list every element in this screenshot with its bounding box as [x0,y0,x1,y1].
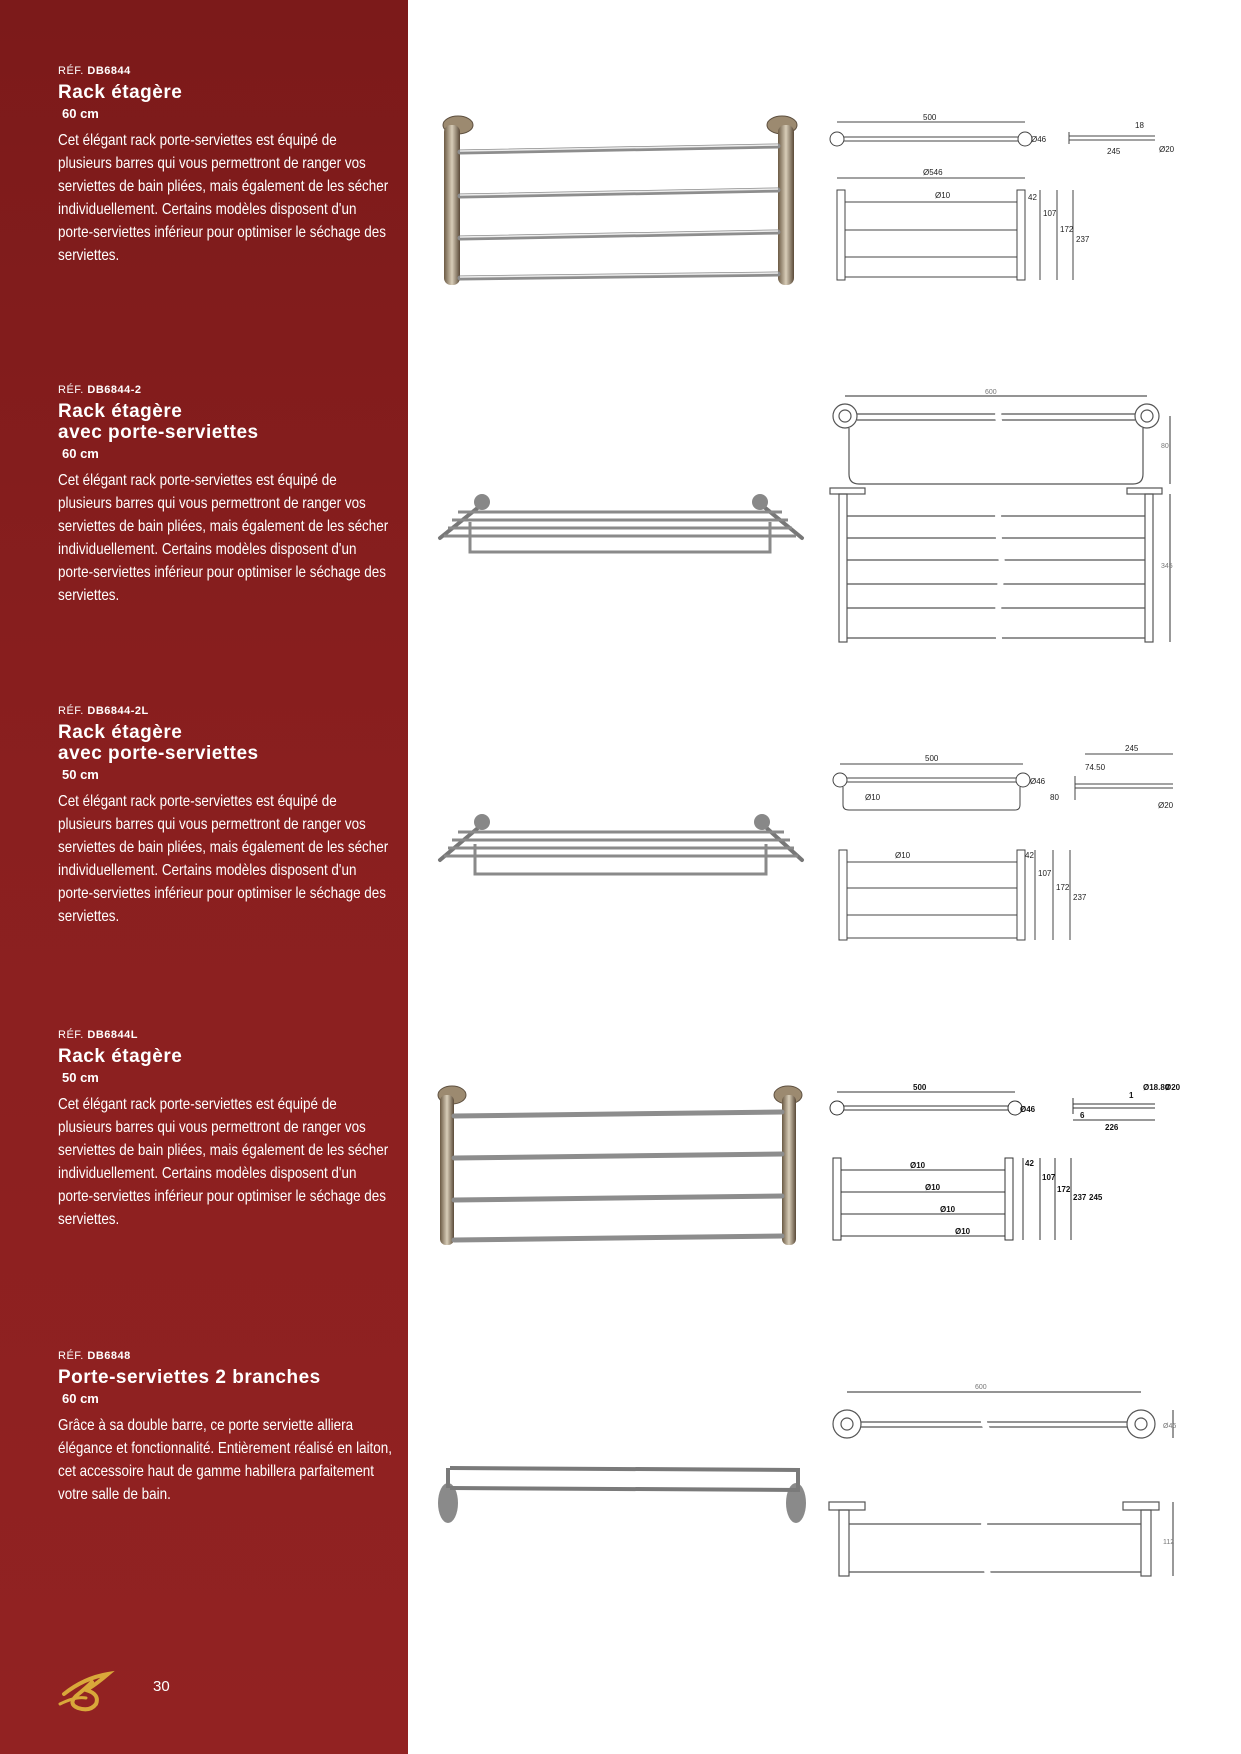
svg-text:Ø10: Ø10 [940,1205,956,1214]
svg-text:245: 245 [1089,1193,1103,1202]
product-description: Cet élégant rack porte-serviettes est équipé de plusieurs barres qui vous permettront de ranger vos serviettes de bain pliées, mais également de les sécher individuellement. Certains modèles disposent d'un porte-serviettes inférieur pour optimiser le séchage des serviettes. [58,793,389,925]
svg-text:172: 172 [1060,225,1074,234]
svg-text:Ø10: Ø10 [955,1227,971,1236]
svg-text:Ø46: Ø46 [1031,135,1047,144]
svg-text:Ø10: Ø10 [910,1161,926,1170]
brand-logo-icon [56,1664,116,1714]
svg-text:Ø10: Ø10 [925,1183,941,1192]
svg-text:107: 107 [1043,209,1057,218]
svg-text:237: 237 [1076,235,1090,244]
product-description: Grâce à sa double barre, ce porte serviette alliera élégance et fonctionnalité. Entièrement réalisé en laiton, cet accessoire haut de gamme habillera parfaitement votre salle de bain. [58,1417,392,1503]
svg-text:Ø46: Ø46 [1163,1423,1177,1430]
svg-text:74.50: 74.50 [1085,763,1106,772]
svg-text:Ø46: Ø46 [1020,1105,1036,1114]
product-title: Rack étagère [58,1046,183,1067]
product-title: Rack étagère [58,82,183,103]
tech-drawing-db6844 [825,112,1175,292]
svg-text:Ø46: Ø46 [1030,777,1046,786]
svg-text:226: 226 [1105,1123,1119,1132]
product-size: 60 cm [62,106,99,121]
product-ref: RÉF. DB6844 [58,65,131,77]
product-db6844 [58,64,398,267]
svg-text:42: 42 [1025,1159,1034,1168]
page-number: 30 [153,1678,170,1695]
svg-text:Ø18.80: Ø18.80 [1143,1083,1170,1092]
product-db6848 [58,1349,398,1506]
product-size: 60 cm [62,446,99,461]
svg-text:18: 18 [1135,121,1144,130]
product-description: Cet élégant rack porte-serviettes est équipé de plusieurs barres qui vous permettront de ranger vos serviettes de bain pliées, mais également de les sécher individuellement. Certains modèles disposent d'un porte-serviettes inférieur pour optimiser le séchage des serviettes. [58,132,389,264]
svg-text:42: 42 [1025,851,1034,860]
product-ref: RÉF. DB6848 [58,1350,131,1362]
product-photo-db6848 [430,1458,810,1528]
svg-text:Ø20: Ø20 [1165,1083,1180,1092]
svg-text:172: 172 [1056,883,1070,892]
product-db6844-2 [58,383,398,607]
tech-drawing-db6844-2l [825,740,1180,955]
svg-text:107: 107 [1042,1173,1056,1182]
product-description: Cet élégant rack porte-serviettes est équipé de plusieurs barres qui vous permettront de ranger vos serviettes de bain pliées, mais également de les sécher individuellement. Certains modèles disposent d'un porte-serviettes inférieur pour optimiser le séchage des serviettes. [58,472,389,604]
svg-text:Ø10: Ø10 [935,191,951,200]
svg-text:600: 600 [975,1384,987,1391]
product-size: 50 cm [62,1070,99,1085]
product-title: Rack étagère avec porte-serviettes [58,401,259,443]
svg-text:Ø10: Ø10 [895,851,911,860]
product-ref: RÉF. DB6844L [58,1029,138,1041]
svg-text:345: 345 [1161,563,1173,570]
tech-drawing-db6844-2 [825,388,1175,660]
product-ref: RÉF. DB6844-2L [58,705,149,717]
svg-text:80: 80 [1050,793,1059,802]
svg-text:80: 80 [1161,443,1169,450]
product-description: Cet élégant rack porte-serviettes est équipé de plusieurs barres qui vous permettront de ranger vos serviettes de bain pliées, mais également de les sécher individuellement. Certains modèles disposent d'un porte-serviettes inférieur pour optimiser le séchage des serviettes. [58,1096,389,1228]
product-size: 50 cm [62,767,99,782]
svg-text:42: 42 [1028,193,1037,202]
product-size: 60 cm [62,1391,99,1406]
product-photo-db6844l [430,1080,810,1255]
svg-text:237: 237 [1073,893,1087,902]
svg-text:Ø546: Ø546 [923,168,943,177]
svg-text:1: 1 [1129,1091,1134,1100]
product-ref: RÉF. DB6844-2 [58,384,142,396]
product-db6844l [58,1028,398,1231]
tech-drawing-db6848 [825,1380,1180,1595]
svg-text:600: 600 [985,389,997,396]
svg-text:245: 245 [1107,147,1121,156]
svg-text:500: 500 [913,1083,927,1092]
svg-text:237: 237 [1073,1193,1087,1202]
svg-text:172: 172 [1057,1185,1071,1194]
svg-text:107: 107 [1038,869,1052,878]
svg-text:Ø20: Ø20 [1158,801,1174,810]
product-db6844-2l [58,704,398,928]
product-photo-db6844-2 [430,488,810,568]
svg-text:6: 6 [1080,1111,1085,1120]
svg-text:500: 500 [923,113,937,122]
svg-text:Ø20: Ø20 [1159,145,1175,154]
svg-text:245: 245 [1125,744,1139,753]
svg-text:500: 500 [925,754,939,763]
tech-drawing-db6844l [825,1080,1180,1252]
svg-text:112: 112 [1163,1539,1175,1546]
product-photo-db6844-2l [430,808,810,888]
svg-text:Ø10: Ø10 [865,793,881,802]
product-title: Rack étagère avec porte-serviettes [58,722,259,764]
product-title: Porte-serviettes 2 branches [58,1367,321,1388]
product-photo-db6844 [430,110,810,295]
